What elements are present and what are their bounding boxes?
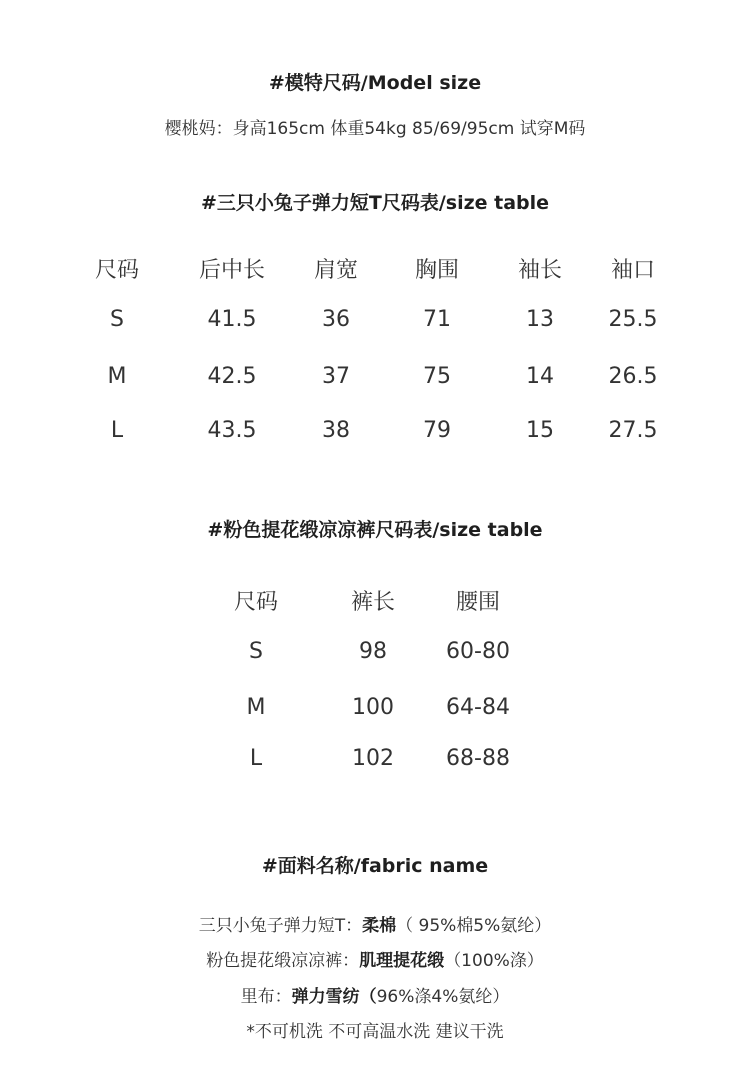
- care-instructions: *不可机洗 不可高温水洗 建议干洗: [246, 1022, 504, 1042]
- pants-cell: M: [246, 695, 266, 720]
- pants-cell: 68-88: [446, 746, 510, 771]
- tshirt-cell: 37: [322, 364, 350, 389]
- tshirt-table-heading: #三只小兔子弹力短T尺码表/size table: [200, 192, 550, 214]
- pants-cell: 102: [352, 746, 394, 771]
- tshirt-cell: 75: [423, 364, 451, 389]
- pants-header-length: 裤长: [350, 590, 396, 615]
- tshirt-cell: 79: [423, 418, 451, 443]
- tshirt-cell: M: [107, 364, 127, 389]
- tshirt-cell: 71: [423, 307, 451, 332]
- fabric-material-name: 柔棉: [362, 916, 397, 936]
- fabric-line-pants: [0, 946, 750, 971]
- tshirt-cell: 15: [526, 418, 554, 443]
- tshirt-header-back-length: 后中长: [198, 258, 266, 283]
- pants-cell: 60-80: [446, 639, 510, 664]
- fabric-composition: （ 95%棉5%氨纶）: [396, 916, 552, 936]
- fabric-composition: （100%涤）: [444, 951, 544, 971]
- pants-header-size: 尺码: [233, 590, 279, 615]
- tshirt-cell: 43.5: [207, 418, 257, 443]
- tshirt-header-shoulder: 肩宽: [313, 258, 359, 283]
- tshirt-header-chest: 胸围: [414, 258, 460, 283]
- pants-cell: S: [249, 639, 263, 664]
- fabric-heading: #面料名称/fabric name: [261, 855, 489, 877]
- model-size-heading: #模特尺码/Model size: [268, 72, 482, 94]
- tshirt-cell: 27.5: [608, 418, 658, 443]
- tshirt-cell: 42.5: [207, 364, 257, 389]
- tshirt-cell: 13: [526, 307, 554, 332]
- tshirt-cell: 38: [322, 418, 350, 443]
- tshirt-cell: S: [110, 307, 124, 332]
- tshirt-cell: 41.5: [207, 307, 257, 332]
- tshirt-cell: L: [110, 418, 124, 443]
- fabric-item-name: 粉色提花缎凉凉裤：: [206, 951, 360, 971]
- pants-table-heading: #粉色提花缎凉凉裤尺码表/size table: [207, 519, 543, 541]
- tshirt-cell: 25.5: [608, 307, 658, 332]
- fabric-material-name: 肌理提花缎: [359, 951, 445, 971]
- fabric-line-lining: [0, 982, 750, 1007]
- tshirt-header-size: 尺码: [94, 258, 140, 283]
- pants-cell: L: [249, 746, 263, 771]
- pants-cell: 98: [359, 639, 387, 664]
- pants-header-waist: 腰围: [455, 590, 501, 615]
- pants-cell: 100: [352, 695, 394, 720]
- tshirt-cell: 36: [322, 307, 350, 332]
- fabric-material-name: 弹力雪纺（: [291, 987, 377, 1007]
- pants-cell: 64-84: [446, 695, 510, 720]
- tshirt-cell: 14: [526, 364, 554, 389]
- fabric-item-name: 三只小兔子弹力短T：: [198, 916, 363, 936]
- tshirt-cell: 26.5: [608, 364, 658, 389]
- tshirt-header-cuff: 袖口: [610, 258, 656, 283]
- fabric-composition: 96%涤4%氨纶）: [376, 987, 510, 1007]
- fabric-line-tshirt: [0, 911, 750, 936]
- tshirt-header-sleeve-length: 袖长: [517, 258, 563, 283]
- model-size-line: 樱桃妈：身高165cm 体重54kg 85/69/95cm 试穿M码: [164, 119, 586, 139]
- fabric-item-name: 里布：: [240, 987, 292, 1007]
